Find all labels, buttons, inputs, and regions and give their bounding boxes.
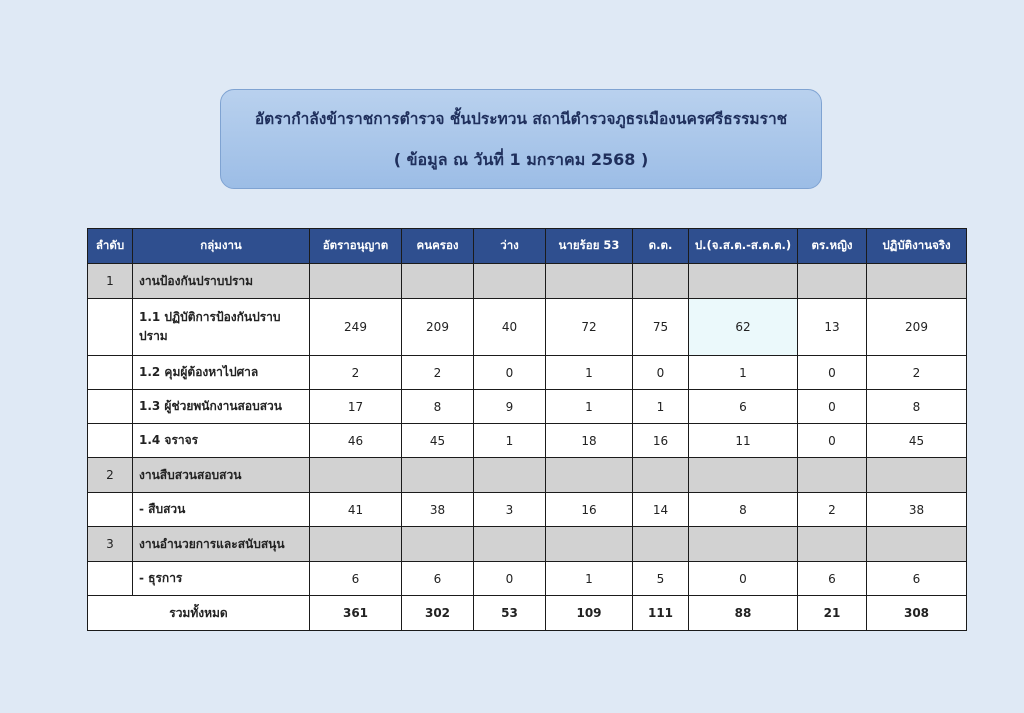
cell-value: 0 bbox=[474, 562, 546, 596]
header-vacant: ว่าง bbox=[474, 229, 546, 264]
total-row bbox=[88, 596, 967, 631]
table-row bbox=[88, 424, 967, 458]
cell-value: 38 bbox=[402, 493, 474, 527]
cell-value: 18 bbox=[546, 424, 633, 458]
cell-value: 2 bbox=[798, 493, 867, 527]
cell-value: 0 bbox=[798, 356, 867, 390]
cell-value: 3 bbox=[474, 493, 546, 527]
cell-value: 1 bbox=[689, 356, 798, 390]
total-value: 21 bbox=[798, 596, 867, 631]
total-value: 308 bbox=[867, 596, 967, 631]
cell-value: 9 bbox=[474, 390, 546, 424]
total-value: 361 bbox=[310, 596, 402, 631]
total-label: รวมทั้งหมด bbox=[88, 596, 310, 631]
cell-value: 0 bbox=[474, 356, 546, 390]
cell-value: 0 bbox=[798, 390, 867, 424]
cell-value: 13 bbox=[798, 299, 867, 356]
table-row bbox=[88, 493, 967, 527]
cell-value: 2 bbox=[310, 356, 402, 390]
table-row bbox=[88, 562, 967, 596]
section-number: 3 bbox=[88, 527, 133, 562]
row-label: 1.2 คุมผู้ต้องหาไปศาล bbox=[133, 356, 310, 390]
total-value: 88 bbox=[689, 596, 798, 631]
cell-value: 1 bbox=[546, 390, 633, 424]
cell-value: 14 bbox=[633, 493, 689, 527]
cell-value: 1 bbox=[546, 562, 633, 596]
header-authorized: อัตราอนุญาต bbox=[310, 229, 402, 264]
cell-value: 209 bbox=[402, 299, 474, 356]
section-row bbox=[88, 458, 967, 493]
total-value: 302 bbox=[402, 596, 474, 631]
row-label: 1.4 จราจร bbox=[133, 424, 310, 458]
cell-value: 2 bbox=[402, 356, 474, 390]
cell-value: 0 bbox=[689, 562, 798, 596]
header-occupied: คนครอง bbox=[402, 229, 474, 264]
header-no: ลำดับ bbox=[88, 229, 133, 264]
cell-value-selected[interactable]: 62 bbox=[689, 299, 798, 356]
cell-value: 45 bbox=[402, 424, 474, 458]
cell-value: 16 bbox=[633, 424, 689, 458]
cell-value: 0 bbox=[798, 424, 867, 458]
cell-value: 75 bbox=[633, 299, 689, 356]
table-row bbox=[88, 356, 967, 390]
cell-value: 38 bbox=[867, 493, 967, 527]
cell-value: 1 bbox=[546, 356, 633, 390]
header-group: กลุ่มงาน bbox=[133, 229, 310, 264]
page-title: อัตรากำลังข้าราชการตำรวจ ชั้นประทวน สถานีตำรวจภูธรเมืองนครศรีธรรมราช bbox=[254, 110, 788, 128]
cell-value: 8 bbox=[402, 390, 474, 424]
cell-value: 72 bbox=[546, 299, 633, 356]
section-number: 2 bbox=[88, 458, 133, 493]
row-label: 1.3 ผู้ช่วยพนักงานสอบสวน bbox=[133, 390, 310, 424]
total-value: 111 bbox=[633, 596, 689, 631]
section-row bbox=[88, 527, 967, 562]
page-subtitle-date: ( ข้อมูล ณ วันที่ 1 มกราคม 2568 ) bbox=[393, 150, 649, 169]
total-value: 53 bbox=[474, 596, 546, 631]
cell-value: 6 bbox=[867, 562, 967, 596]
cell-value: 45 bbox=[867, 424, 967, 458]
table-header-row bbox=[88, 229, 967, 264]
cell-value: 6 bbox=[689, 390, 798, 424]
cell-value: 41 bbox=[310, 493, 402, 527]
section-name: งานป้องกันปราบปราม bbox=[133, 264, 310, 299]
cell-value: 2 bbox=[867, 356, 967, 390]
cell-value: 5 bbox=[633, 562, 689, 596]
cell-value: 11 bbox=[689, 424, 798, 458]
table-row bbox=[88, 299, 967, 356]
title-banner bbox=[220, 89, 822, 189]
staffing-table bbox=[87, 228, 967, 631]
cell-value: 1 bbox=[633, 390, 689, 424]
header-police-sergeant-major: ด.ต. bbox=[633, 229, 689, 264]
cell-value: 209 bbox=[867, 299, 967, 356]
cell-value: 16 bbox=[546, 493, 633, 527]
cell-value: 249 bbox=[310, 299, 402, 356]
table-row bbox=[88, 390, 967, 424]
cell-value: 6 bbox=[310, 562, 402, 596]
section-number: 1 bbox=[88, 264, 133, 299]
total-value: 109 bbox=[546, 596, 633, 631]
cell-value: 0 bbox=[633, 356, 689, 390]
cell-value: 1 bbox=[474, 424, 546, 458]
row-label: 1.1 ปฏิบัติการป้องกันปราบปราม bbox=[133, 299, 310, 356]
section-name: งานอำนวยการและสนับสนุน bbox=[133, 527, 310, 562]
header-actual-duty: ปฏิบัติงานจริง bbox=[867, 229, 967, 264]
cell-value: 8 bbox=[867, 390, 967, 424]
row-label: - สืบสวน bbox=[133, 493, 310, 527]
cell-value: 8 bbox=[689, 493, 798, 527]
header-cadet-53: นายร้อย 53 bbox=[546, 229, 633, 264]
cell-value: 6 bbox=[798, 562, 867, 596]
row-label: - ธุรการ bbox=[133, 562, 310, 596]
section-name: งานสืบสวนสอบสวน bbox=[133, 458, 310, 493]
header-constables: ป.(จ.ส.ต.-ส.ต.ต.) bbox=[689, 229, 798, 264]
cell-value: 17 bbox=[310, 390, 402, 424]
cell-value: 40 bbox=[474, 299, 546, 356]
header-female-police: ตร.หญิง bbox=[798, 229, 867, 264]
cell-value: 46 bbox=[310, 424, 402, 458]
section-row bbox=[88, 264, 967, 299]
cell-value: 6 bbox=[402, 562, 474, 596]
